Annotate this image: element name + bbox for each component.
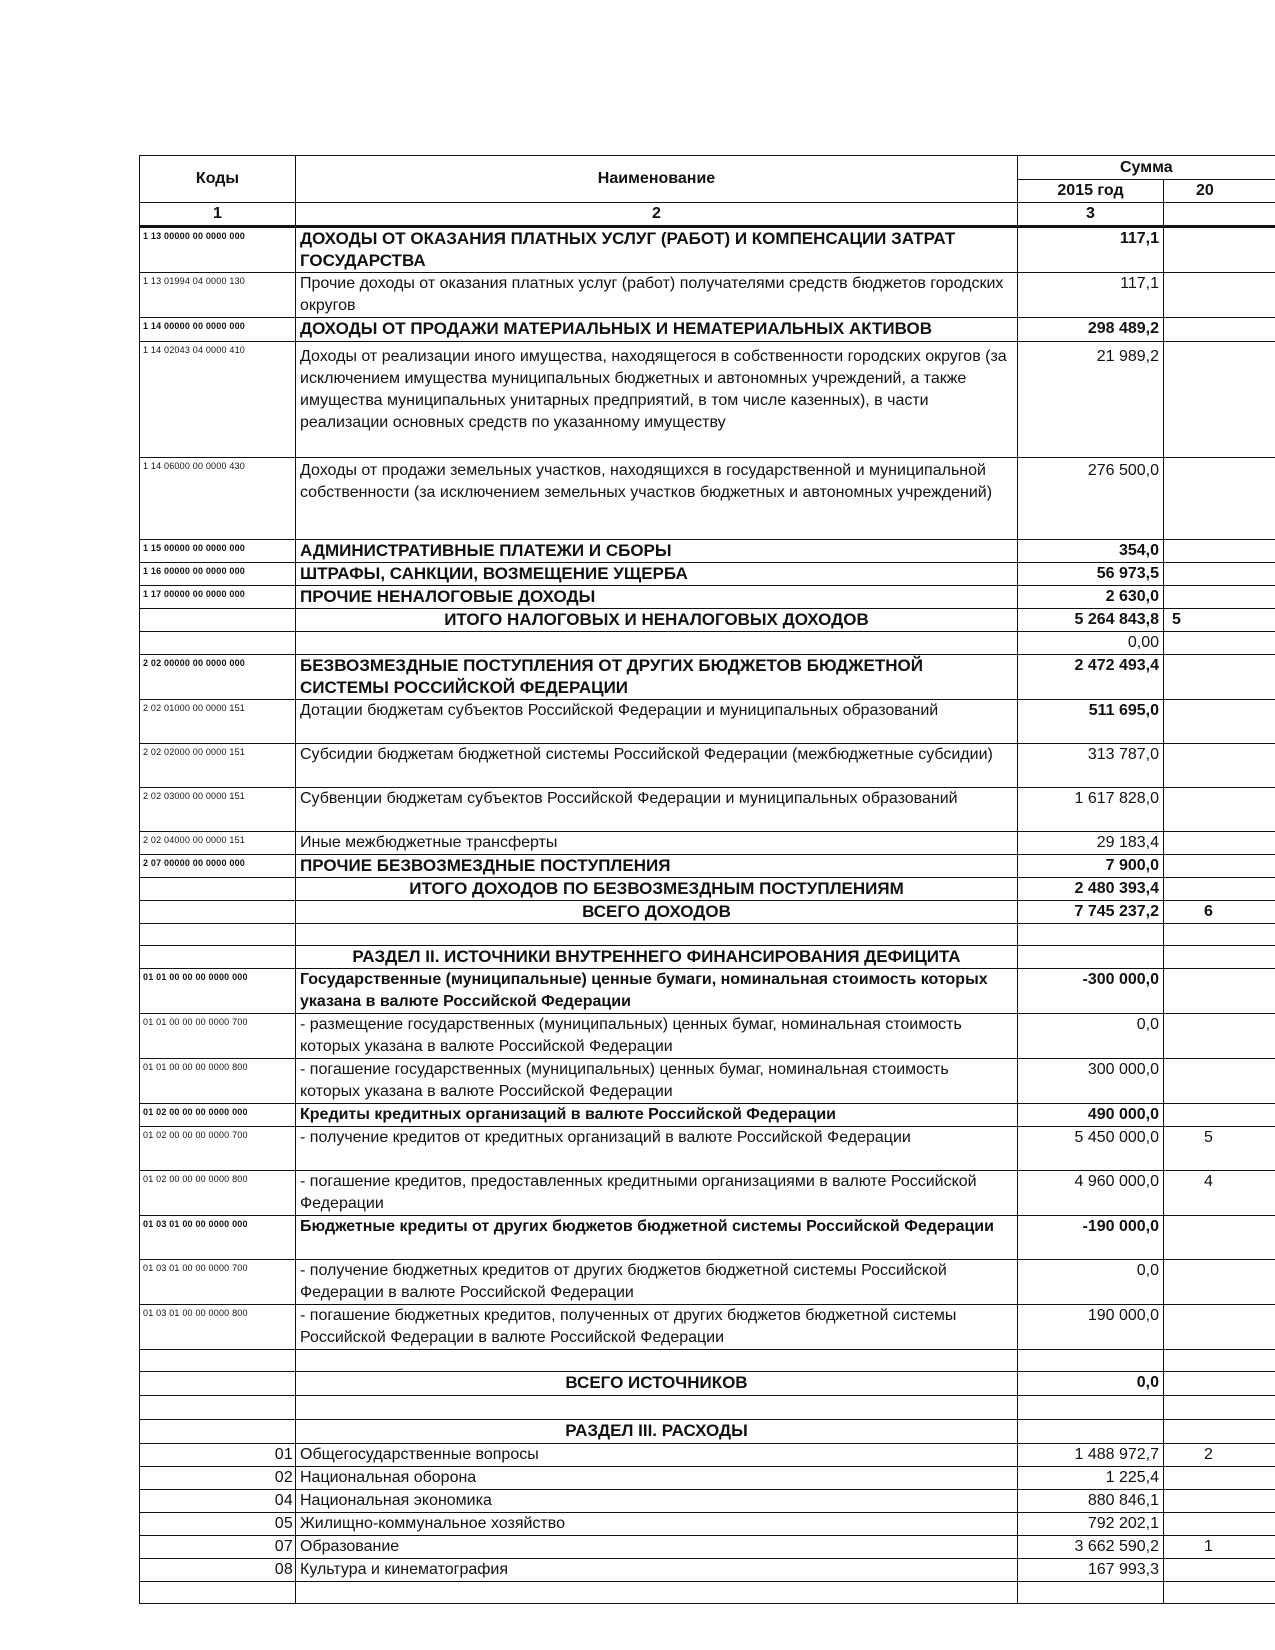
row-code: 05 [140,1513,296,1536]
row-value-2015: 4 960 000,0 [1018,1171,1164,1216]
row-name: ШТРАФЫ, САНКЦИИ, ВОЗМЕЩЕНИЕ УЩЕРБА [296,563,1018,586]
row-code: 1 14 02043 04 0000 410 [140,342,296,458]
row-name: Государственные (муниципальные) ценные бумаги, номинальная стоимость которых указана в валюте Российской Федерации [296,969,1018,1014]
row-name: Доходы от реализации иного имущества, находящегося в собственности городских округов (за исключением имущества муниципальных бюджетных и автономных учреждений, а также имущества муниципальных унитарных предприятий, в том числе казенных), в части реализации основных средств по указанному имуществу [296,342,1018,458]
table-row [140,273,1275,318]
row-value-next: 5 [1164,1127,1275,1171]
row-name: ИТОГО ДОХОДОВ ПО БЕЗВОЗМЕЗДНЫМ ПОСТУПЛЕНИЯМ [296,878,1018,901]
row-name: Национальная оборона [296,1467,1018,1490]
row-code [140,924,296,946]
row-code: 08 [140,1559,296,1582]
row-name [296,1350,1018,1372]
row-value-next [1164,586,1275,609]
row-code [140,946,296,969]
row-value-next [1164,969,1275,1014]
row-value-next [1164,946,1275,969]
header-num-1: 1 [140,203,296,227]
row-name: Общегосударственные вопросы [296,1444,1018,1467]
row-value-next [1164,1260,1275,1305]
row-code: 01 03 01 00 00 0000 000 [140,1216,296,1260]
row-value-next [1164,878,1275,901]
row-code: 1 16 00000 00 0000 000 [140,563,296,586]
row-value-next [1164,744,1275,788]
row-value-next [1164,832,1275,855]
row-value-next [1164,1513,1275,1536]
table-row [140,1216,1275,1260]
header-sum: Сумма [1018,156,1275,180]
row-value-next [1164,1014,1275,1059]
header-num-3: 3 [1018,203,1164,227]
row-code [140,878,296,901]
row-code: 01 02 00 00 00 0000 700 [140,1127,296,1171]
row-code: 04 [140,1490,296,1513]
table-row [140,1350,1275,1372]
row-value-2015: 7 900,0 [1018,855,1164,878]
row-code: 2 02 00000 00 0000 000 [140,655,296,700]
row-value-next [1164,1059,1275,1104]
row-code: 01 02 00 00 00 0000 800 [140,1171,296,1216]
row-code: 2 02 02000 00 0000 151 [140,744,296,788]
table-row [140,563,1275,586]
row-value-2015: 56 973,5 [1018,563,1164,586]
row-name: ПРОЧИЕ НЕНАЛОГОВЫЕ ДОХОДЫ [296,586,1018,609]
table-row [140,1260,1275,1305]
row-value-2015 [1018,1350,1164,1372]
row-value-2015: 0,00 [1018,632,1164,655]
row-name: ВСЕГО ДОХОДОВ [296,901,1018,924]
table-row [140,744,1275,788]
row-name: - размещение государственных (муниципальных) ценных бумаг, номинальная стоимость которых указана в валюте Российской Федерации [296,1014,1018,1059]
row-name [296,1396,1018,1420]
table-row [140,1396,1275,1420]
row-code [140,1350,296,1372]
row-value-2015: 511 695,0 [1018,700,1164,744]
row-value-2015: 880 846,1 [1018,1490,1164,1513]
row-name: Кредиты кредитных организаций в валюте Российской Федерации [296,1104,1018,1127]
table-row [140,1104,1275,1127]
row-value-2015: -300 000,0 [1018,969,1164,1014]
header-num-4 [1164,203,1275,227]
row-name: Национальная экономика [296,1490,1018,1513]
row-value-2015: 2 472 493,4 [1018,655,1164,700]
row-name: Доходы от продажи земельных участков, находящихся в государственной и муниципальной собственности (за исключением земельных участков бюджетных и автономных учреждений) [296,458,1018,540]
table-row [140,1444,1275,1467]
header-year-next: 20 [1164,180,1275,203]
table-row [140,632,1275,655]
row-name: Бюджетные кредиты от других бюджетов бюджетной системы Российской Федерации [296,1216,1018,1260]
row-value-2015: 0,0 [1018,1014,1164,1059]
row-name: АДМИНИСТРАТИВНЫЕ ПЛАТЕЖИ И СБОРЫ [296,540,1018,563]
row-code: 01 03 01 00 00 0000 700 [140,1260,296,1305]
row-value-next: 4 [1164,1171,1275,1216]
row-name: БЕЗВОЗМЕЗДНЫЕ ПОСТУПЛЕНИЯ ОТ ДРУГИХ БЮДЖЕТОВ БЮДЖЕТНОЙ СИСТЕМЫ РОССИЙСКОЙ ФЕДЕРАЦИИ [296,655,1018,700]
row-name: Субсидии бюджетам бюджетной системы Российской Федерации (межбюджетные субсидии) [296,744,1018,788]
row-code: 02 [140,1467,296,1490]
row-name [296,924,1018,946]
row-value-next [1164,1490,1275,1513]
row-value-2015: 5 450 000,0 [1018,1127,1164,1171]
row-value-next [1164,1467,1275,1490]
table-row [140,609,1275,632]
header-year-2015: 2015 год [1018,180,1164,203]
table-row [140,878,1275,901]
row-value-2015: 117,1 [1018,227,1164,273]
row-value-next [1164,1559,1275,1582]
row-value-2015: 792 202,1 [1018,1513,1164,1536]
table-row [140,1536,1275,1559]
row-code [140,1396,296,1420]
row-name: Иные межбюджетные трансферты [296,832,1018,855]
row-name: ИТОГО НАЛОГОВЫХ И НЕНАЛОГОВЫХ ДОХОДОВ [296,609,1018,632]
row-code: 01 01 00 00 00 0000 000 [140,969,296,1014]
row-value-2015: 1 225,4 [1018,1467,1164,1490]
row-value-next [1164,700,1275,744]
table-row [140,540,1275,563]
row-value-next [1164,1305,1275,1350]
row-name: ПРОЧИЕ БЕЗВОЗМЕЗДНЫЕ ПОСТУПЛЕНИЯ [296,855,1018,878]
row-value-2015: 276 500,0 [1018,458,1164,540]
row-name: Образование [296,1536,1018,1559]
row-value-next [1164,924,1275,946]
row-code: 1 14 06000 00 0000 430 [140,458,296,540]
row-value-2015: 354,0 [1018,540,1164,563]
row-code: 2 07 00000 00 0000 000 [140,855,296,878]
table-row [140,1014,1275,1059]
row-name: Дотации бюджетам субъектов Российской Федерации и муниципальных образований [296,700,1018,744]
row-name: Культура и кинематография [296,1559,1018,1582]
row-value-next [1164,540,1275,563]
row-value-next [1164,655,1275,700]
header-codes: Коды [140,156,296,203]
row-value-next [1164,632,1275,655]
row-value-2015: 3 662 590,2 [1018,1536,1164,1559]
row-value-next [1164,563,1275,586]
row-value-next: 5 [1164,609,1275,632]
row-name: - получение бюджетных кредитов от других бюджетов бюджетной системы Российской Федерации в валюте Российской Федерации [296,1260,1018,1305]
table-row [140,655,1275,700]
row-code [140,609,296,632]
row-value-next [1164,1372,1275,1396]
row-value-next [1164,1216,1275,1260]
row-name: - погашение бюджетных кредитов, полученных от других бюджетов бюджетной системы Российской Федерации в валюте Российской Федерации [296,1305,1018,1350]
table-row [140,227,1275,273]
table-row [140,1171,1275,1216]
table-row [140,1559,1275,1582]
table-row [140,1490,1275,1513]
row-value-next [1164,855,1275,878]
table-row [140,788,1275,832]
row-value-2015: 7 745 237,2 [1018,901,1164,924]
table-row [140,1467,1275,1490]
table-row [140,1127,1275,1171]
row-name: ВСЕГО ИСТОЧНИКОВ [296,1372,1018,1396]
row-value-2015 [1018,1396,1164,1420]
row-value-2015 [1018,946,1164,969]
row-name: Жилищно-коммунальное хозяйство [296,1513,1018,1536]
row-code [140,1372,296,1396]
table-row [140,1372,1275,1396]
row-name: - погашение кредитов, предоставленных кредитными организациями в валюте Российской Федерации [296,1171,1018,1216]
table-row [140,1582,1275,1604]
row-value-next [1164,1420,1275,1444]
budget-table [139,155,1275,1604]
row-code: 1 13 01994 04 0000 130 [140,273,296,318]
row-name: ДОХОДЫ ОТ ПРОДАЖИ МАТЕРИАЛЬНЫХ И НЕМАТЕРИАЛЬНЫХ АКТИВОВ [296,318,1018,342]
row-code: 01 02 00 00 00 0000 000 [140,1104,296,1127]
row-value-next [1164,273,1275,318]
row-value-next [1164,342,1275,458]
row-value-2015: 298 489,2 [1018,318,1164,342]
row-value-2015: 0,0 [1018,1260,1164,1305]
row-code: 01 [140,1444,296,1467]
table-row [140,342,1275,458]
table-row [140,855,1275,878]
row-value-2015: 2 480 393,4 [1018,878,1164,901]
row-value-2015: 5 264 843,8 [1018,609,1164,632]
row-code: 1 13 00000 00 0000 000 [140,227,296,273]
table-row [140,458,1275,540]
row-name: Прочие доходы от оказания платных услуг (работ) получателями средств бюджетов городских округов [296,273,1018,318]
row-value-2015: 0,0 [1018,1372,1164,1396]
row-value-2015 [1018,924,1164,946]
row-value-2015: 2 630,0 [1018,586,1164,609]
row-code: 01 01 00 00 00 0000 700 [140,1014,296,1059]
row-value-next [1164,227,1275,273]
table-row [140,832,1275,855]
row-code: 1 15 00000 00 0000 000 [140,540,296,563]
row-code [140,901,296,924]
row-code: 07 [140,1536,296,1559]
row-code [140,1420,296,1444]
row-value-next: 1 [1164,1536,1275,1559]
row-value-next: 2 [1164,1444,1275,1467]
row-code: 1 17 00000 00 0000 000 [140,586,296,609]
table-row [140,318,1275,342]
row-value-next [1164,318,1275,342]
row-value-2015: 117,1 [1018,273,1164,318]
row-code: 1 14 00000 00 0000 000 [140,318,296,342]
header-row [140,156,1275,180]
row-value-next: 6 [1164,901,1275,924]
row-value-next [1164,788,1275,832]
row-value-2015: 1 617 828,0 [1018,788,1164,832]
table-row [140,1420,1275,1444]
header-name: Наименование [296,156,1018,203]
header-numbers-row [140,203,1275,227]
row-value-next [1164,458,1275,540]
row-value-next [1164,1104,1275,1127]
row-code: 2 02 03000 00 0000 151 [140,788,296,832]
row-name: - погашение государственных (муниципальных) ценных бумаг, номинальная стоимость которых указана в валюте Российской Федерации [296,1059,1018,1104]
table-row [140,586,1275,609]
row-value-next [1164,1396,1275,1420]
row-value-2015: 313 787,0 [1018,744,1164,788]
row-value-2015: 21 989,2 [1018,342,1164,458]
row-code [140,632,296,655]
table-row [140,1059,1275,1104]
row-code: 2 02 04000 00 0000 151 [140,832,296,855]
row-code: 01 03 01 00 00 0000 800 [140,1305,296,1350]
row-name: ДОХОДЫ ОТ ОКАЗАНИЯ ПЛАТНЫХ УСЛУГ (РАБОТ) И КОМПЕНСАЦИИ ЗАТРАТ ГОСУДАРСТВА [296,227,1018,273]
table-row [140,946,1275,969]
table-row [140,1305,1275,1350]
section-title: РАЗДЕЛ II. ИСТОЧНИКИ ВНУТРЕННЕГО ФИНАНСИРОВАНИЯ ДЕФИЦИТА [296,946,1018,969]
table-row [140,969,1275,1014]
row-value-2015: 490 000,0 [1018,1104,1164,1127]
row-name: - получение кредитов от кредитных организаций в валюте Российской Федерации [296,1127,1018,1171]
row-name [296,632,1018,655]
row-code: 01 01 00 00 00 0000 800 [140,1059,296,1104]
row-value-next [1164,1350,1275,1372]
row-code: 2 02 01000 00 0000 151 [140,700,296,744]
budget-table-sheet [139,155,1275,1650]
header-num-2: 2 [296,203,1018,227]
table-row [140,901,1275,924]
table-row [140,1513,1275,1536]
row-value-2015 [1018,1420,1164,1444]
row-value-2015: 190 000,0 [1018,1305,1164,1350]
row-value-2015: 167 993,3 [1018,1559,1164,1582]
row-value-2015: -190 000,0 [1018,1216,1164,1260]
row-name: Субвенции бюджетам субъектов Российской Федерации и муниципальных образований [296,788,1018,832]
table-row [140,924,1275,946]
row-value-2015: 29 183,4 [1018,832,1164,855]
table-row [140,700,1275,744]
row-value-2015: 300 000,0 [1018,1059,1164,1104]
row-value-2015: 1 488 972,7 [1018,1444,1164,1467]
section-title: РАЗДЕЛ III. РАСХОДЫ [296,1420,1018,1444]
